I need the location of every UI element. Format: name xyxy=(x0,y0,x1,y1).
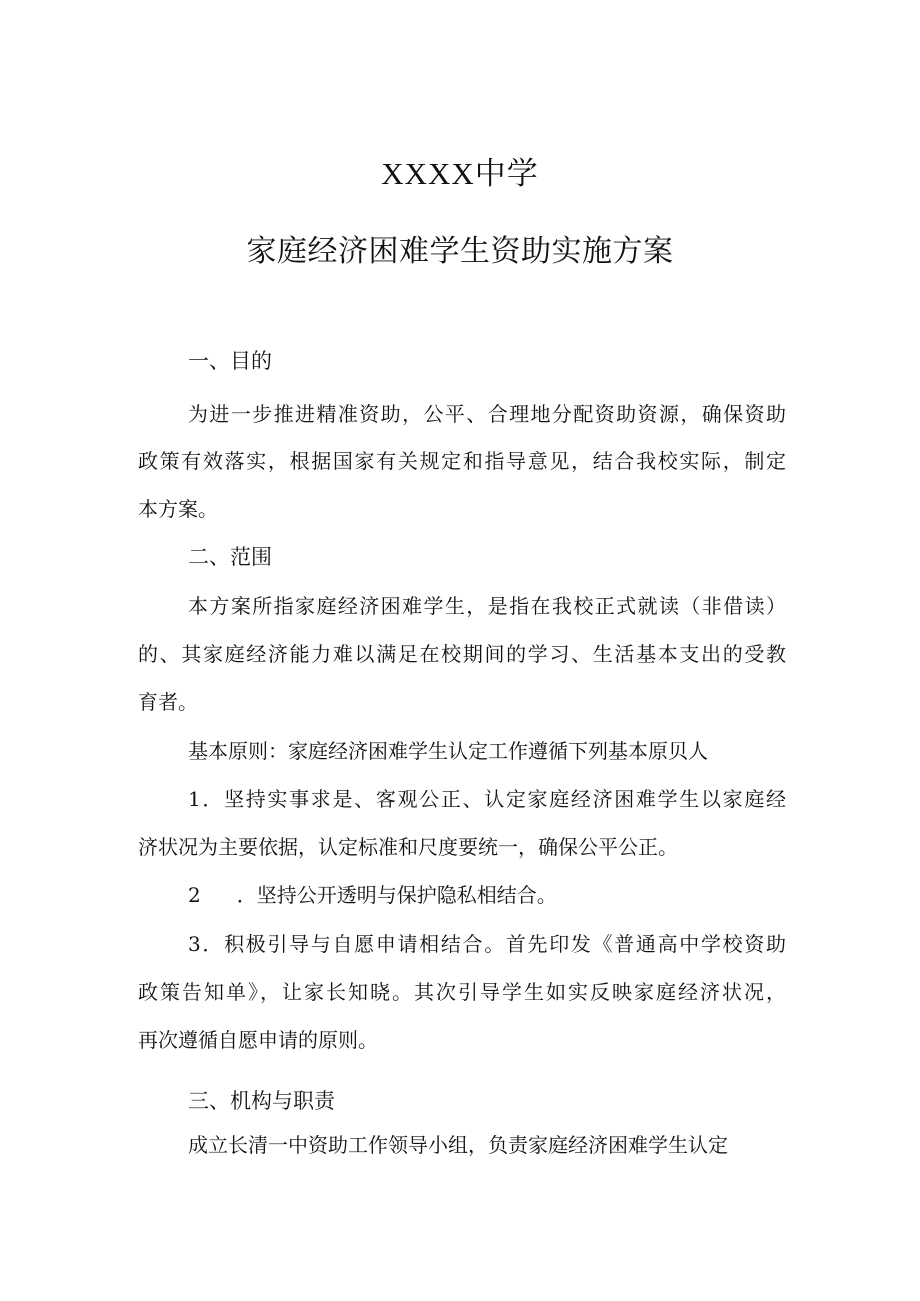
paragraph-line: 本方案所指家庭经济困难学生，是指在我校正式就读（非借读） xyxy=(188,594,786,618)
document-title: XXXX中学 xyxy=(381,156,539,191)
principle-item-2 xyxy=(188,879,557,908)
principle-item-1-cont: 济状况为主要依据，认定标准和尺度要统一，确保公平公正。 xyxy=(138,835,678,859)
paragraph-line: 成立长清一中资助工作领导小组，负责家庭经济困难学生认定 xyxy=(188,1133,728,1157)
principle-item-2-text: ．坚持公开透明与保护隐私相结合。 xyxy=(236,883,557,907)
paragraph-line: 本方案。 xyxy=(138,497,218,521)
principles-intro: 基本原则：家庭经济困难学生认定工作遵循下列基本原贝人 xyxy=(188,739,708,763)
paragraph-line: 政策有效落实，根据国家有关规定和指导意见，结合我校实际，制定 xyxy=(138,449,786,473)
section-heading-purpose: 一、目的 xyxy=(188,349,272,373)
principle-item-2-number: 2 xyxy=(188,883,201,907)
principle-item-3-cont: 政策告知单》，让家长知晓。其次引导学生如实反映家庭经济状况， xyxy=(138,980,786,1004)
section-heading-scope: 二、范围 xyxy=(188,545,272,569)
section-heading-organization: 三、机构与职责 xyxy=(188,1089,335,1113)
principle-item-1: 1．坚持实事求是、客观公正、认定家庭经济困难学生以家庭经 xyxy=(188,787,786,811)
principle-item-3: 3．积极引导与自愿申请相结合。首先印发《普通高中学校资助 xyxy=(188,932,786,956)
paragraph-line: 育者。 xyxy=(138,690,198,714)
paragraph-line: 的、其家庭经济能力难以满足在校期间的学习、生活基本支出的受教 xyxy=(138,642,786,666)
document-subtitle: 家庭经济困难学生资助实施方案 xyxy=(246,235,674,268)
paragraph-line: 为进一步推进精准资助，公平、合理地分配资助资源，确保资助 xyxy=(188,402,786,426)
principle-item-3-cont: 再次遵循自愿申请的原则。 xyxy=(138,1028,378,1052)
